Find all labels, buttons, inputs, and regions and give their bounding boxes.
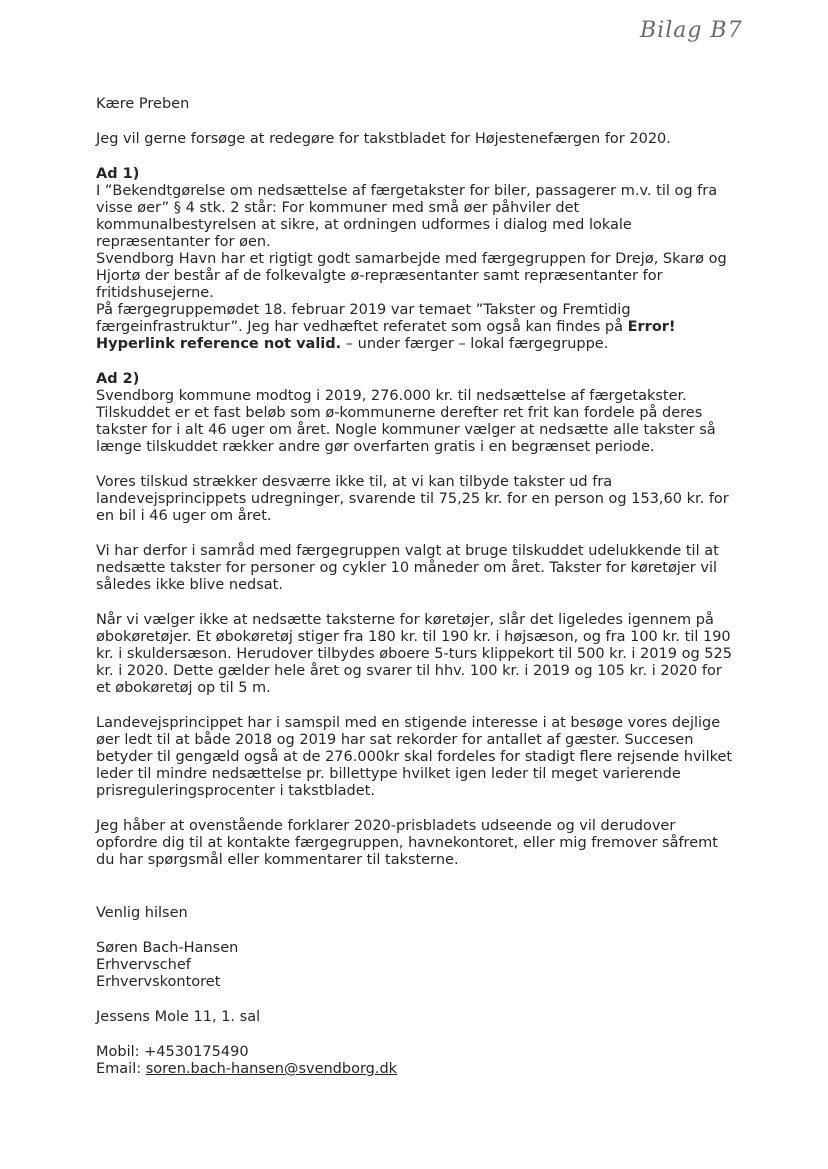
mobile-line [96, 1044, 736, 1061]
section-1-paragraph-3 [96, 302, 736, 353]
section-2-paragraph-2: Vores tilskud strækker desværre ikke til, at vi kan tilbyde takster ud fra landevejsprincippets udregninger, svarende til 75,25 kr. for en person og 153,60 kr. for en bil i 46 uger om året. [96, 474, 729, 524]
greeting: Kære Preben [96, 96, 190, 112]
hyperlink-error: Error! Hyperlink reference not valid. [96, 319, 676, 352]
section-1-paragraph-1: I ”Bekendtgørelse om nedsættelse af færgetakster for biler, passagerer m.v. til og fra visse øer” § 4 stk. 2 står: For kommuner med små øer påhviler det kommunalbestyrelsen at sikre, at ordningen udformes i dialog med lokale repræsentanter for øen. [96, 183, 718, 250]
signature-name: Søren Bach-Hansen [96, 940, 239, 956]
signature-department: Erhvervskontoret [96, 974, 221, 990]
section-2-paragraph-1: Svendborg kommune modtog i 2019, 276.000 kr. til nedsættelse af færgetakster. Tilskuddet er et fast beløb som ø-kommunerne derefter ret frit kan fordele på deres takster for i alt 46 uger om året. Nogle kommuner vælger at nedsætte alle takster så længe tilskuddet rækker andre gør overfarten gratis i en begrænset periode. [96, 388, 716, 455]
handwritten-annotation: Bilag B7 [640, 18, 743, 43]
email-line [96, 1061, 736, 1078]
mobile-label: Mobil: [96, 1044, 140, 1060]
email-label: Email: [96, 1061, 142, 1077]
section-1-paragraph-2: Svendborg Havn har et rigtigt godt samarbejde med færgegruppen for Drejø, Skarø og Hjortø der består af de folkevalgte ø-repræsentanter samt repræsentanter for fritidshusejerne. [96, 251, 727, 301]
section-2-paragraph-4: Når vi vælger ikke at nedsætte taksterne for køretøjer, slår det ligeledes igennem på øbokøretøjer. Et øbokøretøj stiger fra 180 kr. til 190 kr. i højsæson, og fra 100 kr. til 190 kr. i skuldersæson. Herudover tilbydes øboere 5-turs klippekort til 500 kr. i 2019 og 525 kr. i 2020. Dette gælder hele året og svarer til hhv. 100 kr. i 2019 og 105 kr. i 2020 for et øbokøretøj op til 5 m. [96, 612, 732, 696]
section-1-heading: Ad 1) [96, 166, 140, 182]
section-2-heading: Ad 2) [96, 371, 140, 387]
mobile-number: +4530175490 [144, 1044, 249, 1060]
p3-end: – under færger – lokal færgegruppe. [345, 336, 609, 352]
section-2-paragraph-3: Vi har derfor i samråd med færgegruppen valgt at bruge tilskuddet udelukkende til at nedsætte takster for personer og cykler 10 måneder om året. Takster for køretøjer vil således ikke blive nedsat. [96, 543, 719, 593]
closing: Venlig hilsen [96, 905, 188, 921]
intro-paragraph: Jeg vil gerne forsøge at redegøre for takstbladet for Højestenefærgen for 2020. [96, 131, 671, 147]
email-link[interactable]: soren.bach-hansen@svendborg.dk [145, 1061, 398, 1077]
signature-address: Jessens Mole 11, 1. sal [96, 1009, 261, 1025]
section-2-paragraph-6: Jeg håber at ovenstående forklarer 2020-prisbladets udseende og vil derudover opfordre dig til at kontakte færgegruppen, havnekontoret, eller mig fremover såfremt du har spørgsmål eller kommentarer til taksterne. [96, 818, 718, 868]
signature-title: Erhvervschef [96, 957, 191, 973]
section-2-paragraph-5: Landevejsprincippet har i samspil med en stigende interesse i at besøge vores dejlige øer ledt til at både 2018 og 2019 har sat rekorder for antallet af gæster. Succesen betyder til gengæld også at de 276.000kr skal fordeles for stadigt flere rejsende hvilket leder til mindre nedsættelse pr. billettype hvilket igen leder til meget varierende prisreguleringsprocenter i takstbladet. [96, 715, 733, 799]
p3-start: På færgegruppemødet 18. februar 2019 var temaet ”Takster og Fremtidig færgeinfrastruktur”. Jeg har vedhæftet referatet som også kan findes på [96, 302, 631, 335]
letter-body [96, 96, 736, 1078]
